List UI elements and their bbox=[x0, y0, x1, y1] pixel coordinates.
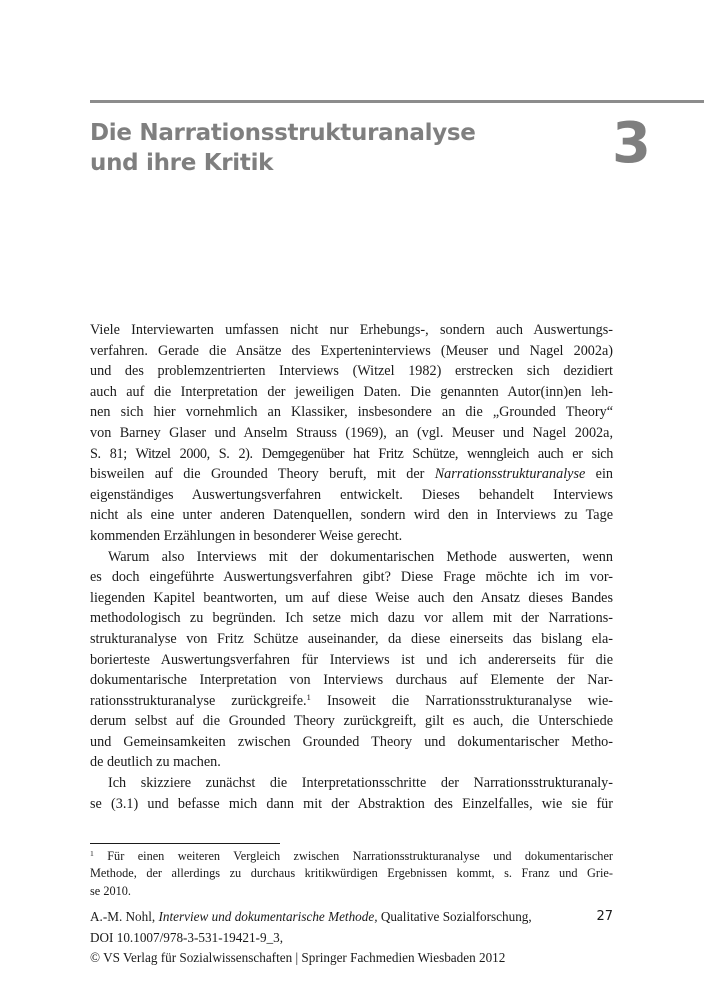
chapter-top-rule bbox=[90, 100, 704, 103]
imprint-copyright: © VS Verlag für Sozialwissenschaften | Springer Fachmedien Wiesbaden 2012 bbox=[90, 950, 506, 966]
chapter-title-line: und ihre Kritik bbox=[90, 150, 274, 176]
body-line: de deutlich zu machen. bbox=[90, 754, 221, 771]
body-line: S. 81; Witzel 2000, S. 2). Demgegenüber hat Fritz Schütze, wenngleich auch er sich bbox=[90, 445, 613, 462]
footnote-line: se 2010. bbox=[90, 883, 131, 898]
body-line: es doch eingeführte Auswertungsverfahren gibt? Diese Frage möchte ich im vor- bbox=[90, 569, 613, 586]
imprint bbox=[90, 907, 613, 969]
chapter-number: 3 bbox=[612, 111, 651, 176]
imprint-series: Qualitative Sozialforschung, bbox=[380, 909, 532, 924]
body-line bbox=[90, 691, 613, 712]
imprint-doi: DOI 10.1007/978-3-531-19421-9_3, bbox=[90, 929, 284, 945]
body-line: auch auf die Interpretation der jeweiligen Daten. Die genannten Autor(inn)en leh- bbox=[90, 383, 613, 400]
body-line bbox=[90, 464, 613, 485]
body-line: nen sich hier vornehmlich an Klassiker, insbesondere an die „Grounded Theory“ bbox=[90, 404, 613, 421]
body-line-segment: Insoweit die Narrationsstrukturanalyse wie- bbox=[326, 692, 613, 709]
body-line: und Gemeinsamkeiten zwischen Grounded Theory und dokumentarischer Metho- bbox=[90, 733, 613, 750]
footnote bbox=[90, 848, 613, 900]
body-line: von Barney Glaser und Anselm Strauss (1969), an (vgl. Meuser und Nagel 2002a, bbox=[90, 424, 613, 441]
footnote-line-text: Für einen weiteren Vergleich zwischen Narrationsstrukturanalyse und dokumentarischer bbox=[107, 849, 614, 863]
body-text bbox=[90, 320, 613, 814]
body-line: se (3.1) und befasse mich dann mit der Abstraktion des Einzelfalles, wie sie für bbox=[90, 795, 613, 812]
footnote-marker: 1 bbox=[90, 848, 94, 858]
body-line: derum selbst auf die Grounded Theory zurückgreift, gilt es auch, die Unterschiede bbox=[90, 713, 613, 730]
body-line-segment: bisweilen auf die Grounded Theory beruft, mit der bbox=[90, 466, 425, 483]
chapter-title bbox=[90, 118, 530, 178]
body-line: dokumentarische Interpretation von Interviews durchaus auf Elemente der Nar- bbox=[90, 672, 613, 689]
page-number: 27 bbox=[596, 909, 613, 924]
imprint-book-title: Interview und dokumentarische Methode, bbox=[158, 909, 378, 924]
italic-term: Narrationsstrukturanalyse bbox=[434, 466, 586, 483]
imprint-citation bbox=[90, 907, 613, 928]
body-line: Viele Interviewarten umfassen nicht nur Erhebungs-, sondern auch Auswertungs- bbox=[90, 322, 613, 338]
body-line: verfahren. Gerade die Ansätze des Experteninterviews (Meuser und Nagel 2002a) bbox=[90, 342, 613, 359]
footnote-line bbox=[90, 848, 613, 865]
body-line: nicht als eine unter anderen Datenquellen, sondern wird den in Interviews zu Tage bbox=[90, 507, 613, 524]
footnote-rule bbox=[90, 843, 280, 844]
chapter-title-line: Die Narrationsstrukturanalyse bbox=[90, 120, 476, 146]
body-line-segment: ein bbox=[595, 466, 613, 483]
body-line: eigenständiges Auswertungsverfahren entwickelt. Dieses behandelt Interviews bbox=[90, 486, 613, 503]
body-line-segment: rationsstrukturanalyse zurückgreife. bbox=[90, 692, 307, 709]
body-line: borierteste Auswertungsverfahren für Interviews ist und ich andererseits für die bbox=[90, 651, 613, 668]
body-line: strukturanalyse von Fritz Schütze auseinander, da diese einerseits das bislang ela- bbox=[90, 630, 613, 647]
body-line: Ich skizziere zunächst die Interpretationsschritte der Narrationsstrukturanaly- bbox=[108, 775, 613, 792]
body-line: methodologisch zu begründen. Ich setze mich dazu vor allem mit der Narrations- bbox=[90, 610, 613, 627]
footnote-line: Methode, der allerdings zu durchaus kritikwürdigen Ergebnissen kommt, s. Franz und Grie- bbox=[90, 866, 613, 881]
imprint-author: A.-M. Nohl, bbox=[90, 909, 156, 924]
body-line: liegenden Kapitel beantworten, um auf diese Weise auch den Ansatz dieses Bandes bbox=[90, 589, 613, 606]
footnote-reference: 1 bbox=[306, 691, 311, 702]
body-line: und des problemzentrierten Interviews (Witzel 1982) erstrecken sich dezidiert bbox=[90, 363, 613, 380]
body-line: Warum also Interviews mit der dokumentarischen Methode auswerten, wenn bbox=[108, 548, 613, 565]
body-line: kommenden Erzählungen in besonderer Weise gerecht. bbox=[90, 527, 403, 544]
